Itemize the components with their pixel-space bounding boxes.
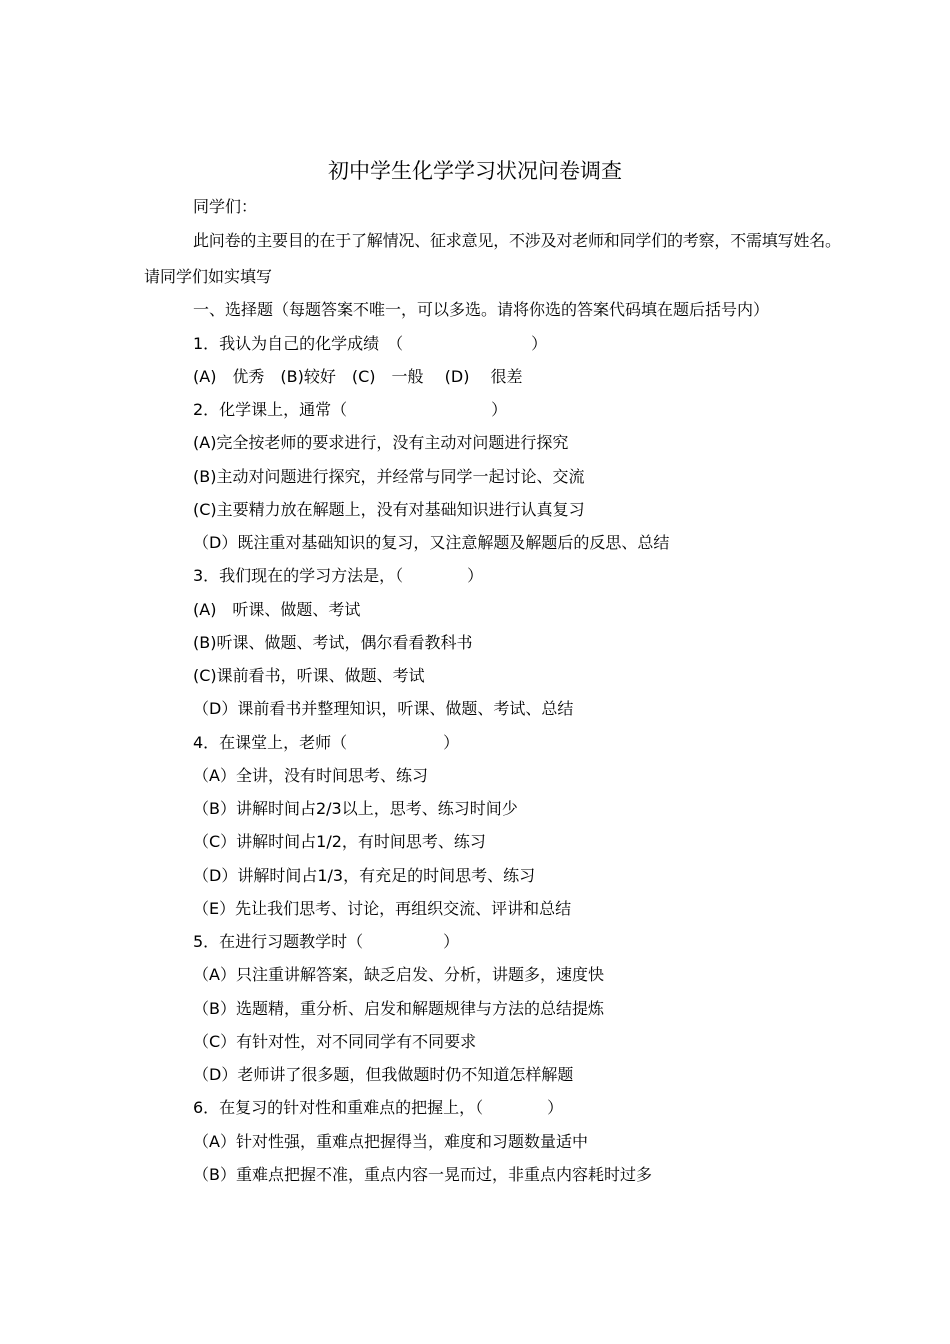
question-4-option-e: （E）先让我们思考、讨论，再组织交流、评讲和总结 — [193, 899, 572, 918]
question-4: 4．在课堂上，老师（ ） — [193, 733, 460, 752]
greeting: 同学们： — [193, 197, 258, 216]
intro-continuation: 请同学们如实填写 — [144, 267, 273, 286]
question-5-option-c: （C）有针对性，对不同同学有不同要求 — [193, 1032, 477, 1051]
question-2-option-d: （D）既注重对基础知识的复习，又注意解题及解题后的反思、总结 — [193, 533, 670, 552]
question-4-option-b: （B）讲解时间占2/3以上，思考、练习时间少 — [193, 799, 518, 818]
question-5-option-b: （B）选题精，重分析、启发和解题规律与方法的总结提炼 — [193, 999, 604, 1018]
question-3-option-c: (C)课前看书，听课、做题、考试 — [193, 666, 425, 685]
page-title: 初中学生化学学习状况问卷调查 — [328, 159, 622, 183]
question-5-option-d: （D）老师讲了很多题，但我做题时仍不知道怎样解题 — [193, 1065, 574, 1084]
question-6-option-b: （B）重难点把握不准，重点内容一晃而过，非重点内容耗时过多 — [193, 1165, 652, 1184]
question-3-option-b: (B)听课、做题、考试，偶尔看看教科书 — [193, 633, 473, 652]
question-4-option-c: （C）讲解时间占1/2，有时间思考、练习 — [193, 832, 486, 851]
intro-paragraph: 此问卷的主要目的在于了解情况、征求意见，不涉及对老师和同学们的考察，不需填写姓名。 — [193, 231, 841, 250]
question-6: 6．在复习的针对性和重难点的把握上，（ ） — [193, 1098, 564, 1117]
question-3-option-d: （D）课前看书并整理知识，听课、做题、考试、总结 — [193, 699, 574, 718]
question-2: 2．化学课上，通常（ ） — [193, 400, 508, 419]
question-3-option-a: (A) 听课、做题、考试 — [193, 600, 361, 619]
question-5-option-a: （A）只注重讲解答案，缺乏启发、分析，讲题多，速度快 — [193, 965, 604, 984]
question-1-options: (A) 优秀 (B)较好 (C) 一般 (D) 很差 — [193, 367, 523, 386]
question-2-option-a: (A)完全按老师的要求进行，没有主动对问题进行探究 — [193, 433, 569, 452]
question-2-option-b: (B)主动对问题进行探究，并经常与同学一起讨论、交流 — [193, 467, 585, 486]
section-heading: 一、选择题（每题答案不唯一，可以多选。请将你选的答案代码填在题后括号内） — [193, 300, 770, 319]
question-6-option-a: （A）针对性强，重难点把握得当，难度和习题数量适中 — [193, 1132, 588, 1151]
question-5: 5．在进行习题教学时（ ） — [193, 932, 460, 951]
question-1: 1．我认为自己的化学成绩 （ ） — [193, 334, 548, 353]
question-3: 3．我们现在的学习方法是，（ ） — [193, 566, 484, 585]
question-4-option-a: （A）全讲，没有时间思考、练习 — [193, 766, 428, 785]
question-4-option-d: （D）讲解时间占1/3，有充足的时间思考、练习 — [193, 866, 536, 885]
question-2-option-c: (C)主要精力放在解题上，没有对基础知识进行认真复习 — [193, 500, 585, 519]
